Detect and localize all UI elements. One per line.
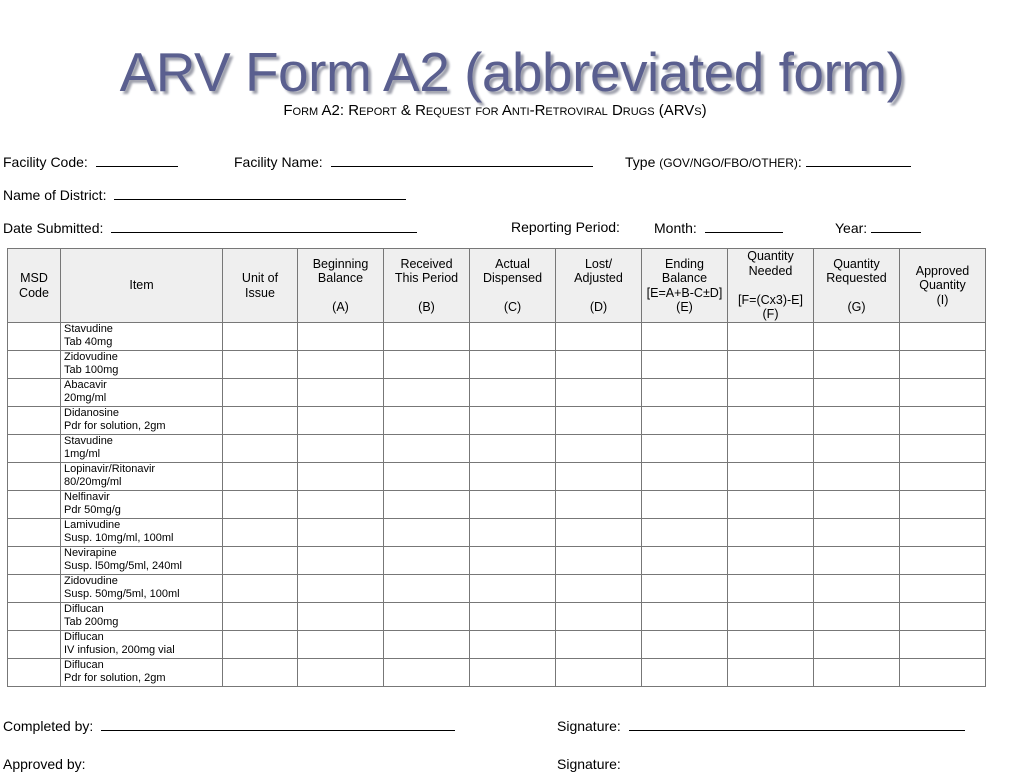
column-header-line: (A) xyxy=(332,300,349,314)
entry-cell[interactable] xyxy=(642,603,728,631)
item-cell xyxy=(61,323,223,351)
item-form: 20mg/ml xyxy=(64,391,107,404)
entry-cell[interactable] xyxy=(814,547,900,575)
table-row xyxy=(8,575,986,603)
reporting-period-field xyxy=(511,219,620,235)
column-header xyxy=(61,249,223,323)
entry-cell[interactable] xyxy=(556,631,642,659)
item-form: Susp. 10mg/ml, 100ml xyxy=(64,531,174,544)
entry-cell[interactable] xyxy=(223,351,298,379)
entry-cell[interactable] xyxy=(298,379,384,407)
entry-cell[interactable] xyxy=(298,631,384,659)
item-name: Diflucan xyxy=(64,603,104,615)
arv-report-table xyxy=(7,248,986,687)
entry-cell[interactable] xyxy=(298,659,384,687)
entry-cell[interactable] xyxy=(556,659,642,687)
entry-cell[interactable] xyxy=(470,659,556,687)
entry-cell[interactable] xyxy=(8,603,61,631)
column-header-line: Beginning xyxy=(312,256,369,271)
entry-cell[interactable] xyxy=(814,631,900,659)
column-header-line: (E) xyxy=(676,300,693,314)
column-header-line: Quantity xyxy=(833,256,880,271)
column-header-line: Approved xyxy=(915,263,970,278)
column-header-line: (I) xyxy=(936,292,949,307)
entry-cell[interactable] xyxy=(384,407,470,435)
entry-cell[interactable] xyxy=(470,491,556,519)
item-cell xyxy=(61,519,223,547)
type-options: (GOV/NGO/FBO/OTHER) xyxy=(659,156,798,170)
column-header-line: Quantity xyxy=(919,278,966,293)
entry-cell[interactable] xyxy=(814,519,900,547)
facility-name-label: Facility Name: xyxy=(234,154,323,170)
entry-cell[interactable] xyxy=(900,491,986,519)
entry-cell[interactable] xyxy=(728,463,814,491)
entry-cell[interactable] xyxy=(642,435,728,463)
entry-cell[interactable] xyxy=(556,407,642,435)
column-header-line: Requested xyxy=(826,271,887,285)
column-header xyxy=(223,249,298,323)
approved-signature-label: Signature: xyxy=(557,756,621,772)
column-header xyxy=(814,249,900,323)
entry-cell[interactable] xyxy=(470,323,556,351)
district-label: Name of District: xyxy=(3,187,107,203)
entry-cell[interactable] xyxy=(556,491,642,519)
entry-cell[interactable] xyxy=(814,435,900,463)
entry-cell[interactable] xyxy=(814,575,900,603)
entry-cell[interactable] xyxy=(223,435,298,463)
date-submitted-blank[interactable] xyxy=(111,219,417,233)
column-header-line: Dispensed xyxy=(482,271,543,285)
item-name: Nelfinavir xyxy=(64,491,110,503)
item-name: Zidovudine xyxy=(64,575,118,587)
entry-cell[interactable] xyxy=(470,463,556,491)
facility-name-field xyxy=(234,153,593,170)
entry-cell[interactable] xyxy=(223,379,298,407)
item-name: Nevirapine xyxy=(64,547,117,559)
column-header-line: MSD xyxy=(20,271,48,285)
entry-cell[interactable] xyxy=(470,547,556,575)
entry-cell[interactable] xyxy=(642,547,728,575)
entry-cell[interactable] xyxy=(728,407,814,435)
column-header-line: Needed xyxy=(748,263,793,278)
facility-code-label: Facility Code: xyxy=(3,154,88,170)
entry-cell[interactable] xyxy=(8,519,61,547)
entry-cell[interactable] xyxy=(814,407,900,435)
reporting-period-label: Reporting Period: xyxy=(511,219,620,235)
table-row xyxy=(8,603,986,631)
entry-cell[interactable] xyxy=(384,435,470,463)
entry-cell[interactable] xyxy=(298,491,384,519)
entry-cell[interactable] xyxy=(298,547,384,575)
completed-by-blank[interactable] xyxy=(101,717,455,731)
entry-cell[interactable] xyxy=(556,603,642,631)
entry-cell[interactable] xyxy=(900,463,986,491)
year-blank[interactable] xyxy=(871,219,921,233)
entry-cell[interactable] xyxy=(642,631,728,659)
month-blank[interactable] xyxy=(705,219,783,233)
item-form: IV infusion, 200mg vial xyxy=(64,643,175,656)
item-cell xyxy=(61,547,223,575)
entry-cell[interactable] xyxy=(814,323,900,351)
item-name: Lamivudine xyxy=(64,519,121,531)
completed-by-field xyxy=(3,717,455,734)
entry-cell[interactable] xyxy=(223,407,298,435)
entry-cell[interactable] xyxy=(384,519,470,547)
entry-cell[interactable] xyxy=(556,323,642,351)
table-body xyxy=(8,323,986,687)
entry-cell[interactable] xyxy=(8,351,61,379)
entry-cell[interactable] xyxy=(470,603,556,631)
entry-cell[interactable] xyxy=(556,547,642,575)
entry-cell[interactable] xyxy=(900,435,986,463)
type-blank[interactable] xyxy=(806,153,911,167)
item-cell xyxy=(61,379,223,407)
entry-cell[interactable] xyxy=(642,659,728,687)
entry-cell[interactable] xyxy=(556,519,642,547)
approved-by-label: Approved by: xyxy=(3,756,86,772)
district-blank[interactable] xyxy=(114,186,406,200)
entry-cell[interactable] xyxy=(470,351,556,379)
facility-name-blank[interactable] xyxy=(331,153,593,167)
column-header-line: [E=A+B-C±D] xyxy=(646,285,723,300)
column-header-line: Actual xyxy=(495,256,530,271)
entry-cell[interactable] xyxy=(900,323,986,351)
item-cell xyxy=(61,407,223,435)
item-cell xyxy=(61,351,223,379)
item-name: Didanosine xyxy=(64,407,120,419)
entry-cell[interactable] xyxy=(728,547,814,575)
table-row xyxy=(8,463,986,491)
item-cell xyxy=(61,435,223,463)
entry-cell[interactable] xyxy=(298,463,384,491)
column-header-line: (D) xyxy=(589,300,608,314)
entry-cell[interactable] xyxy=(728,323,814,351)
page-title: ARV Form A2 (abbreviated form) xyxy=(119,41,905,103)
item-cell xyxy=(61,659,223,687)
entry-cell[interactable] xyxy=(8,659,61,687)
item-name: Lopinavir/Ritonavir xyxy=(64,463,156,475)
column-header-line: (B) xyxy=(418,300,435,314)
entry-cell[interactable] xyxy=(298,603,384,631)
form-subtitle: Form A2: Report & Request for Anti-Retroviral Drugs (ARVs) xyxy=(283,102,707,119)
district-field xyxy=(3,186,406,203)
item-name: Zidovudine xyxy=(64,351,118,363)
entry-cell[interactable] xyxy=(728,575,814,603)
item-cell xyxy=(61,631,223,659)
entry-cell[interactable] xyxy=(900,519,986,547)
type-label: Type xyxy=(625,154,656,170)
entry-cell[interactable] xyxy=(8,379,61,407)
entry-cell[interactable] xyxy=(556,351,642,379)
column-header-line: Ending xyxy=(665,256,704,271)
entry-cell[interactable] xyxy=(728,435,814,463)
column-header-line: Received xyxy=(400,256,453,271)
item-name: Stavudine xyxy=(64,435,113,447)
entry-cell[interactable] xyxy=(8,547,61,575)
entry-cell[interactable] xyxy=(900,659,986,687)
entry-cell[interactable] xyxy=(470,435,556,463)
entry-cell[interactable] xyxy=(298,575,384,603)
entry-cell[interactable] xyxy=(384,547,470,575)
year-label: Year: xyxy=(835,220,868,236)
column-header-line: Unit of xyxy=(241,271,279,285)
entry-cell[interactable] xyxy=(900,379,986,407)
entry-cell[interactable] xyxy=(8,491,61,519)
item-name: Diflucan xyxy=(64,659,104,671)
entry-cell[interactable] xyxy=(900,407,986,435)
facility-code-blank[interactable] xyxy=(96,153,178,167)
column-header xyxy=(8,249,61,323)
type-colon: : xyxy=(797,154,802,170)
entry-cell[interactable] xyxy=(728,491,814,519)
completed-signature-field xyxy=(557,717,965,734)
item-name: Diflucan xyxy=(64,631,104,643)
entry-cell[interactable] xyxy=(470,519,556,547)
table-row xyxy=(8,435,986,463)
entry-cell[interactable] xyxy=(728,631,814,659)
column-header xyxy=(642,249,728,323)
item-form: 80/20mg/ml xyxy=(64,475,122,488)
column-header-line: Quantity xyxy=(747,249,794,264)
column-header-line: Lost/ xyxy=(584,256,613,271)
entry-cell[interactable] xyxy=(298,435,384,463)
entry-cell[interactable] xyxy=(642,575,728,603)
entry-cell[interactable] xyxy=(814,379,900,407)
entry-cell[interactable] xyxy=(8,435,61,463)
entry-cell[interactable] xyxy=(470,631,556,659)
entry-cell[interactable] xyxy=(298,519,384,547)
type-field xyxy=(625,153,911,170)
completed-by-label: Completed by: xyxy=(3,718,94,734)
entry-cell[interactable] xyxy=(223,463,298,491)
entry-cell[interactable] xyxy=(223,491,298,519)
column-header-line: Code xyxy=(19,285,49,300)
date-submitted-label: Date Submitted: xyxy=(3,220,104,236)
entry-cell[interactable] xyxy=(384,575,470,603)
entry-cell[interactable] xyxy=(642,323,728,351)
item-form: Tab 100mg xyxy=(64,363,119,376)
entry-cell[interactable] xyxy=(814,491,900,519)
entry-cell[interactable] xyxy=(223,575,298,603)
column-header xyxy=(556,249,642,323)
entry-cell[interactable] xyxy=(642,463,728,491)
entry-cell[interactable] xyxy=(728,519,814,547)
entry-cell[interactable] xyxy=(470,379,556,407)
item-form: Pdr 50mg/g xyxy=(64,503,121,516)
entry-cell[interactable] xyxy=(8,575,61,603)
column-header xyxy=(900,249,986,323)
item-cell xyxy=(61,463,223,491)
column-header-line: This Period xyxy=(394,271,459,285)
entry-cell[interactable] xyxy=(223,547,298,575)
entry-cell[interactable] xyxy=(223,323,298,351)
column-header-line: Adjusted xyxy=(574,271,623,285)
table-row xyxy=(8,659,986,687)
entry-cell[interactable] xyxy=(642,491,728,519)
entry-cell[interactable] xyxy=(814,463,900,491)
approved-signature-field xyxy=(557,756,621,772)
entry-cell[interactable] xyxy=(223,603,298,631)
approved-by-field xyxy=(3,756,86,772)
entry-cell[interactable] xyxy=(900,631,986,659)
entry-cell[interactable] xyxy=(900,603,986,631)
entry-cell[interactable] xyxy=(384,603,470,631)
column-header-line: (G) xyxy=(847,300,866,314)
item-cell xyxy=(61,491,223,519)
entry-cell[interactable] xyxy=(900,575,986,603)
item-form: Tab 40mg xyxy=(64,335,113,348)
entry-cell[interactable] xyxy=(556,463,642,491)
item-form: Susp. l50mg/5ml, 240ml xyxy=(64,559,182,572)
entry-cell[interactable] xyxy=(642,351,728,379)
column-header-line: Balance xyxy=(661,271,708,285)
item-form: Susp. 50mg/5ml, 100ml xyxy=(64,587,180,600)
entry-cell[interactable] xyxy=(728,603,814,631)
item-form: 1mg/ml xyxy=(64,447,101,460)
column-header-line: (C) xyxy=(503,300,522,314)
month-field xyxy=(654,219,783,236)
entry-cell[interactable] xyxy=(384,491,470,519)
entry-cell[interactable] xyxy=(298,351,384,379)
entry-cell[interactable] xyxy=(470,407,556,435)
column-header xyxy=(470,249,556,323)
entry-cell[interactable] xyxy=(223,631,298,659)
table-row xyxy=(8,351,986,379)
completed-signature-label: Signature: xyxy=(557,718,621,734)
entry-cell[interactable] xyxy=(384,379,470,407)
column-header-line: Item xyxy=(129,278,154,293)
entry-cell[interactable] xyxy=(223,659,298,687)
item-name: Stavudine xyxy=(64,323,113,335)
column-header xyxy=(384,249,470,323)
item-form: Pdr for solution, 2gm xyxy=(64,419,166,432)
table-row xyxy=(8,379,986,407)
entry-cell[interactable] xyxy=(298,323,384,351)
month-label: Month: xyxy=(654,220,697,236)
item-cell xyxy=(61,575,223,603)
table-row xyxy=(8,519,986,547)
entry-cell[interactable] xyxy=(814,351,900,379)
column-header xyxy=(728,249,814,323)
table-row xyxy=(8,491,986,519)
facility-code-field xyxy=(3,153,178,170)
table-header-row xyxy=(8,249,986,323)
column-header-line: Issue xyxy=(245,285,275,300)
entry-cell[interactable] xyxy=(556,379,642,407)
table-row xyxy=(8,407,986,435)
entry-cell[interactable] xyxy=(470,575,556,603)
item-form: Tab 200mg xyxy=(64,615,119,628)
entry-cell[interactable] xyxy=(900,351,986,379)
table-row xyxy=(8,547,986,575)
entry-cell[interactable] xyxy=(384,463,470,491)
entry-cell[interactable] xyxy=(298,407,384,435)
year-field xyxy=(835,219,921,236)
entry-cell[interactable] xyxy=(642,519,728,547)
entry-cell[interactable] xyxy=(8,631,61,659)
entry-cell[interactable] xyxy=(8,323,61,351)
entry-cell[interactable] xyxy=(642,407,728,435)
item-cell xyxy=(61,603,223,631)
entry-cell[interactable] xyxy=(642,379,728,407)
table-row xyxy=(8,323,986,351)
entry-cell[interactable] xyxy=(556,435,642,463)
table-row xyxy=(8,631,986,659)
entry-cell[interactable] xyxy=(900,547,986,575)
entry-cell[interactable] xyxy=(8,463,61,491)
item-form: Pdr for solution, 2gm xyxy=(64,671,166,684)
entry-cell[interactable] xyxy=(223,519,298,547)
entry-cell[interactable] xyxy=(728,351,814,379)
entry-cell[interactable] xyxy=(814,659,900,687)
column-header-line: (F) xyxy=(762,307,779,322)
date-submitted-field xyxy=(3,219,417,236)
entry-cell[interactable] xyxy=(556,575,642,603)
entry-cell[interactable] xyxy=(8,407,61,435)
entry-cell[interactable] xyxy=(728,659,814,687)
entry-cell[interactable] xyxy=(384,659,470,687)
entry-cell[interactable] xyxy=(384,631,470,659)
column-header-line: Balance xyxy=(317,271,364,285)
column-header-line: [F=(Cx3)-E] xyxy=(738,292,803,307)
entry-cell[interactable] xyxy=(814,603,900,631)
column-header xyxy=(298,249,384,323)
entry-cell[interactable] xyxy=(728,379,814,407)
entry-cell[interactable] xyxy=(384,323,470,351)
item-name: Abacavir xyxy=(64,379,107,391)
completed-signature-blank[interactable] xyxy=(629,717,965,731)
entry-cell[interactable] xyxy=(384,351,470,379)
